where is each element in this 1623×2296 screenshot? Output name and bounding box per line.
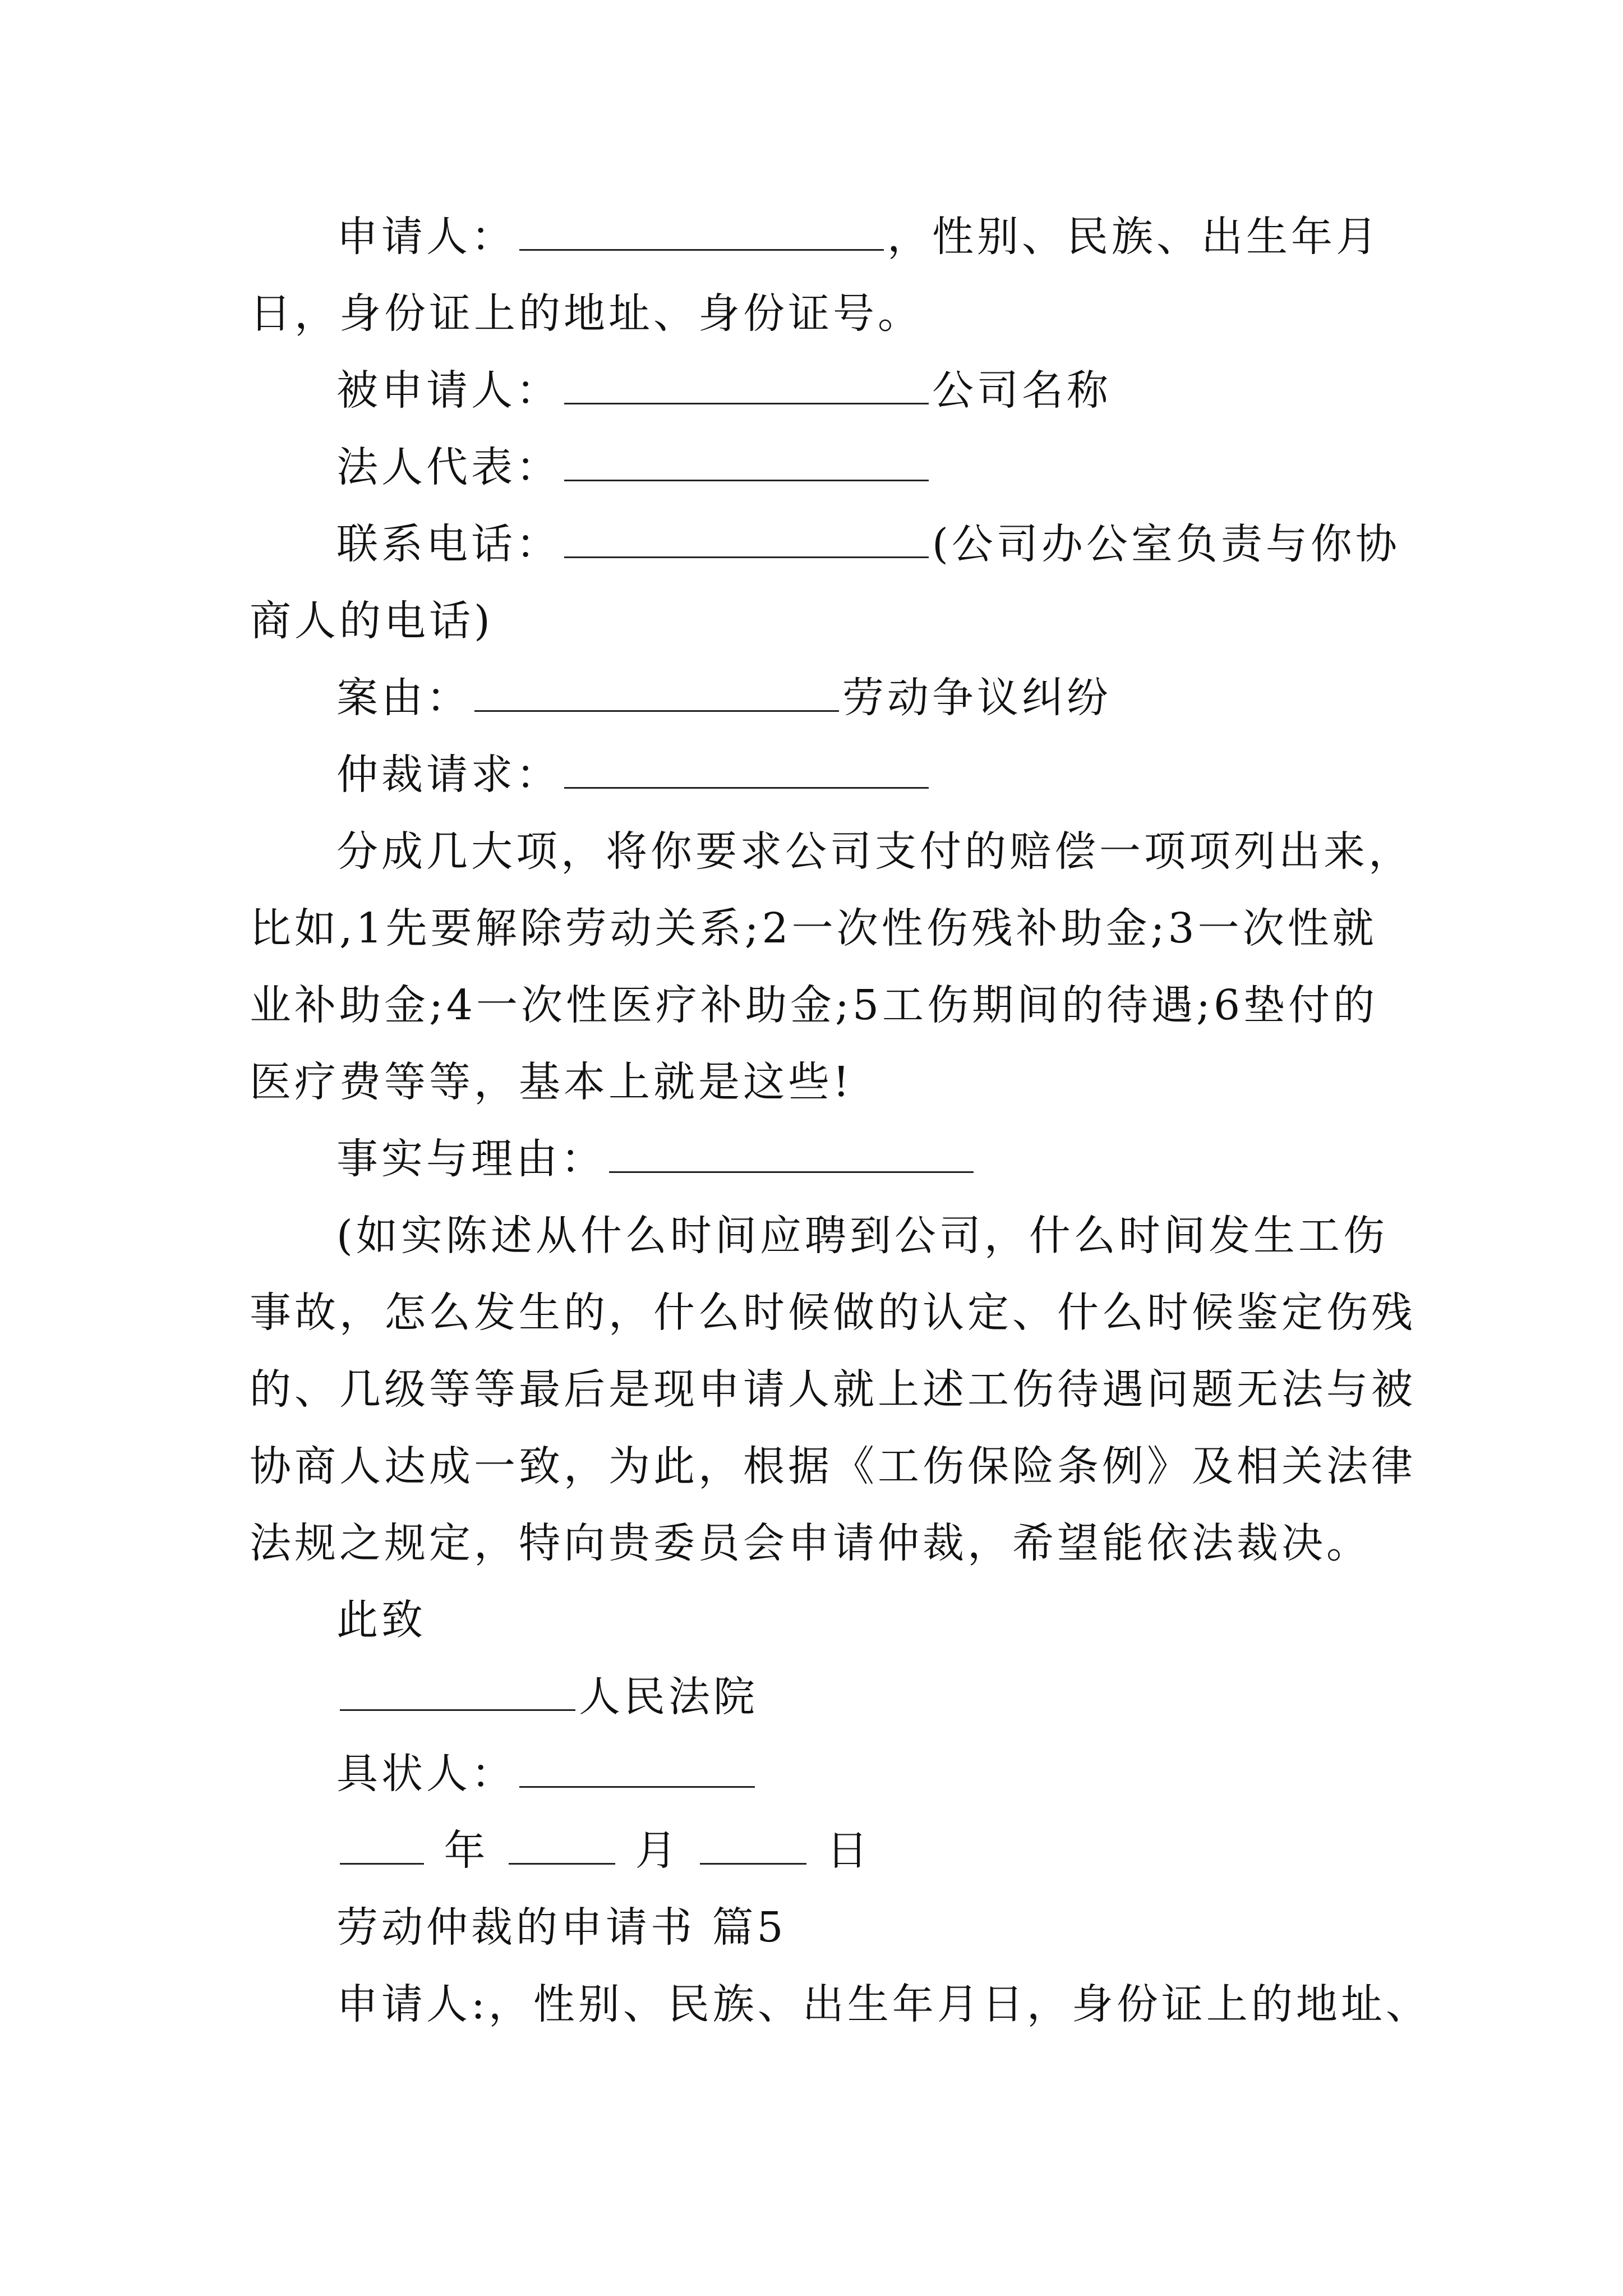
applicant-line — [336, 213, 1381, 261]
request-body-line: 医疗费等等，基本上就是这些! — [250, 1058, 853, 1106]
applicant-after-blank: ，性别、民族、出生年月 — [887, 213, 1381, 261]
signer-blank — [519, 1754, 755, 1788]
request-body-line: 业补助金;4一次性医疗补助金;5工伤期间的待遇;6垫付的 — [250, 981, 1378, 1029]
request-blank — [564, 754, 929, 789]
date-line — [336, 1826, 872, 1875]
court-suffix: 人民法院 — [579, 1673, 758, 1721]
legal-rep-line — [336, 443, 932, 491]
court-blank — [340, 1677, 575, 1711]
legal-rep-blank — [564, 447, 929, 481]
case-label: 案由： — [336, 674, 471, 722]
request-body-line: 分成几大项，将你要求公司支付的赔偿一项项列出来， — [336, 827, 1413, 876]
facts-body-line: 法规之规定，特向贵委员会申请仲裁，希望能依法裁决。 — [250, 1519, 1371, 1567]
month-blank — [509, 1830, 615, 1865]
respondent-after-blank: 公司名称 — [932, 366, 1112, 415]
request-body-line: 比如,1先要解除劳动关系;2一次性伤残补助金;3一次性就 — [250, 904, 1377, 953]
signer-line — [336, 1750, 758, 1798]
legal-rep-label: 法人代表： — [336, 443, 561, 491]
request-line — [336, 751, 932, 799]
facts-body-line: 事故，怎么发生的，什么时候做的认定、什么时候鉴定伤残 — [250, 1289, 1416, 1337]
day-blank — [700, 1830, 806, 1865]
facts-body-line: 协商人达成一致，为此，根据《工伤保险条例》及相关法律 — [250, 1442, 1416, 1490]
phone-blank — [564, 524, 929, 558]
applicant-label: 申请人： — [336, 213, 516, 261]
respondent-line — [336, 366, 1112, 415]
facts-label: 事实与理由： — [336, 1135, 606, 1183]
respondent-label: 被申请人： — [336, 366, 561, 415]
date-month: 月 — [635, 1826, 680, 1875]
date-day: 日 — [826, 1826, 872, 1875]
year-blank — [340, 1830, 424, 1865]
case-blank — [474, 678, 839, 712]
facts-line — [336, 1135, 977, 1183]
facts-body-line: (如实陈述从什么时间应聘到公司，什么时间发生工伤 — [336, 1212, 1388, 1260]
date-year: 年 — [444, 1826, 489, 1875]
facts-body-line: 的、几级等等最后是现申请人就上述工伤待遇问题无法与被 — [250, 1365, 1416, 1414]
last-line: 申请人:，性别、民族、出生年月日，身份证上的地址、 — [336, 1980, 1431, 2028]
applicant-blank — [519, 217, 884, 251]
request-label: 仲裁请求： — [336, 751, 561, 799]
case-line — [336, 674, 1112, 722]
phone-line — [336, 520, 1400, 568]
phone-after-blank: (公司办公室负责与你协 — [932, 520, 1400, 568]
court-line — [336, 1673, 758, 1721]
facts-blank — [609, 1139, 974, 1173]
signer-label: 具状人： — [336, 1750, 516, 1798]
phone-continuation: 商人的电话) — [250, 597, 494, 645]
phone-label: 联系电话： — [336, 520, 561, 568]
salutation: 此致 — [336, 1596, 426, 1644]
section-title: 劳动仲裁的申请书 篇5 — [336, 1903, 787, 1952]
case-after-blank: 劳动争议纠纷 — [842, 674, 1112, 722]
respondent-blank — [564, 370, 929, 404]
applicant-continuation: 日，身份证上的地址、身份证号。 — [250, 289, 923, 338]
